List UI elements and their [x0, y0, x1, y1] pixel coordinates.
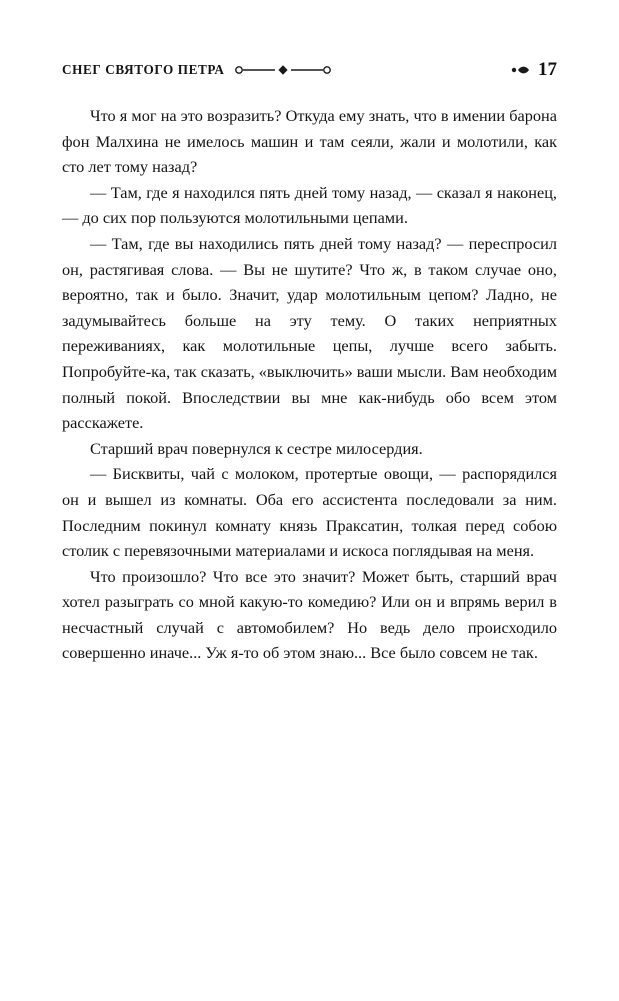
paragraph: Что произошло? Что все это значит? Может быть, старший врач хотел разыграть со мной какую-то комедию? Или он и впрямь верил в несчастный случай с автомобилем? Но ведь дело происходило совершенно иначе... Уж я-то об этом знаю... Все было совсем не так.	[62, 566, 557, 663]
bullet-leaf-ornament-icon	[511, 64, 531, 76]
paragraph: — Там, где я находился пять дней тому назад, — сказал я наконец, — до сих пор пользуются молотильными цепами.	[62, 182, 557, 228]
page-content-area	[62, 58, 557, 666]
horizontal-rule-diamond-ornament-icon	[235, 64, 331, 76]
running-head	[62, 58, 557, 82]
paragraph: — Бисквиты, чай с молоком, протертые овощи, — распорядился он и вышел из комнаты. Оба его ассистента последовали за ним. Последним покинул комнату князь Праксатин, толкая перед собою столик с перевязочными материалами и искоса поглядывая на меня.	[62, 464, 557, 561]
page-number: 17	[538, 59, 557, 80]
running-head-title: СНЕГ СВЯТОГО ПЕТРА	[62, 62, 225, 77]
paragraph: Старший врач повернулся к сестре милосердия.	[90, 438, 423, 458]
paragraph: — Там, где вы находились пять дней тому назад? — переспросил он, растягивая слова. — Вы не шутите? Что ж, в таком случае оно, вероятно, так и было. Значит, удар молотильным цепом? Ладно, не задумывайтесь больше на эту тему. О таких неприятных переживаниях, как молотильные цепы, лучше всего забыть. Попробуйте-ка, так сказать, «выключить» ваши мысли. Вам необходим полный покой. Впоследствии вы мне как-нибудь обо всем этом расскажете.	[62, 233, 557, 433]
folio	[511, 59, 557, 81]
paragraph: Что я мог на это возразить? Откуда ему знать, что в имении барона фон Малхина не имелось машин и там сеяли, жали и молотили, как сто лет тому назад?	[62, 106, 557, 177]
body-text	[62, 103, 557, 666]
